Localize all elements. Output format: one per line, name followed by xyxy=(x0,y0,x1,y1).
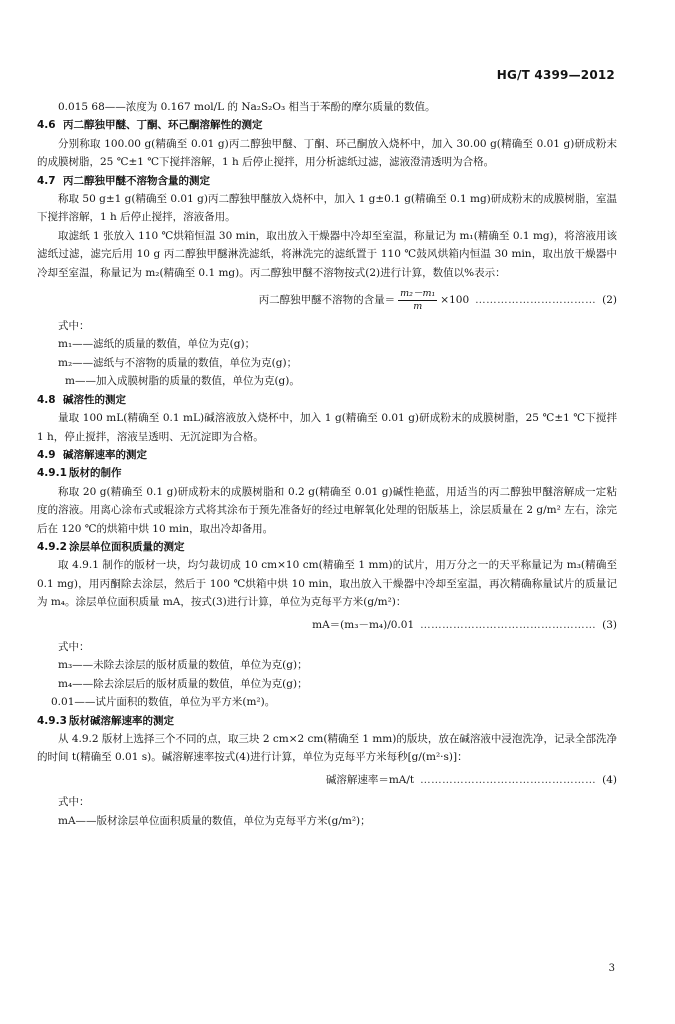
section-title: 涂层单位面积质量的测定 xyxy=(69,540,185,553)
section-4-8-heading xyxy=(37,391,617,409)
fraction-numerator: m₂－m₁ xyxy=(400,288,436,300)
standard-code-header: HG/T 4399—2012 xyxy=(496,68,615,82)
definition-m4: m₄——除去涂层后的版材质量的数值，单位为克(g)； xyxy=(58,677,308,690)
section-4-9-2-paragraph: 取 4.9.1 制作的版材一块，均匀裁切成 10 cm×10 cm(精确至 1 mm)的试片，用万分之一的天平称量记为 m₃(精确至 0.1 mg)，用丙酮除去涂层，然后于 100 ℃烘箱中烘 10 min，取出放入干燥器中冷却至室温，再次精确称量试片的质量记为 m₄。涂层单位面积质量 mA，按式(3)进行计算，单位为克每平方米(g/m²)： xyxy=(37,559,617,609)
formula-3 xyxy=(37,616,617,634)
section-4-6-heading xyxy=(37,116,617,134)
section-title: 碱溶性的测定 xyxy=(63,393,126,406)
definition-area: 0.01——试片面积的数值，单位为平方米(m²)。 xyxy=(51,696,276,709)
page-number: 3 xyxy=(608,963,615,974)
section-4-8-paragraph: 量取 100 mL(精确至 0.1 mL)碱溶液放入烧杯中，加入 1 g(精确至 0.01 g)研成粉末的成膜树脂，25 ℃±1 ℃下搅拌 1 h，停止搅拌，溶液呈透明、无沉淀即为合格。 xyxy=(37,412,617,443)
formula-2-tail: ×100 xyxy=(440,294,470,307)
section-4-9-heading xyxy=(37,446,617,464)
section-number: 4.9.3 xyxy=(37,714,67,727)
definition-mA: mA——版材涂层单位面积质量的数值，单位为克每平方米(g/m²)； xyxy=(58,814,371,827)
section-title: 版材碱溶解速率的测定 xyxy=(69,714,174,727)
section-number: 4.9.1 xyxy=(37,467,67,480)
formula-2-leader-dots: …………………………… xyxy=(475,294,597,307)
formula-4-leader-dots: ………………………………………… xyxy=(420,773,597,786)
document-body xyxy=(37,98,617,830)
section-4-7-heading xyxy=(37,172,617,190)
section-title: 丙二醇独甲醚不溶物含量的测定 xyxy=(63,174,210,187)
fraction-denominator: m xyxy=(413,301,423,313)
section-4-9-1-heading xyxy=(37,464,617,482)
where-label: 式中： xyxy=(58,640,90,653)
section-title: 版材的制作 xyxy=(69,467,122,480)
section-number: 4.6 xyxy=(37,119,56,132)
formula-3-expression: mA＝(m₃－m₄)/0.01 xyxy=(312,618,415,631)
section-number: 4.7 xyxy=(37,174,56,187)
definition-m: m——加入成膜树脂的质量的数值，单位为克(g)。 xyxy=(65,375,300,388)
section-title: 丙二醇独甲醚、丁酮、环己酮溶解性的测定 xyxy=(63,119,263,132)
section-title: 碱溶解速率的测定 xyxy=(63,448,147,461)
section-4-6-paragraph: 分别称取 100.00 g(精确至 0.01 g)丙二醇独甲醚、丁酮、环己酮放入烧杯中，加入 30.00 g(精确至 0.01 g)研成粉末的成膜树脂，25 ℃±1 ℃下搅拌溶解，1 h 后停止搅拌，用分析滤纸过滤，滤液澄清透明为合格。 xyxy=(37,137,617,169)
formula-3-equation-number: (3) xyxy=(602,618,617,631)
formula-2 xyxy=(37,288,617,313)
intro-definition-line: 0.015 68——浓度为 0.167 mol/L 的 Na₂S₂O₃ 相当于苯酚的摩尔质量的数值。 xyxy=(58,101,436,113)
section-4-9-1-paragraph: 称取 20 g(精确至 0.1 g)研成粉末的成膜树脂和 0.2 g(精确至 0.01 g)碱性艳蓝，用适当的丙二醇独甲醚溶解成一定粘度的溶液。用离心涂布式或辊涂方式将其涂布于预先准备好的经过电解氧化处理的铝版基上，涂层质量在 2 g/m² 左右，涂完后在 120 ℃的烘箱中烘 10 min，取出冷却备用。 xyxy=(37,485,617,535)
section-4-9-3-paragraph: 从 4.9.2 版材上选择三个不同的点，取三块 2 cm×2 cm(精确至 1 mm)的版块，放在碱溶液中浸泡洗净，记录全部洗净的时间 t(精确至 0.01 s)。碱溶解速率按式(4)进行计算，单位为克每平方米每秒[g/(m²·s)]： xyxy=(37,733,617,764)
formula-4-expression: 碱溶解速率＝mA/t xyxy=(325,773,415,786)
section-4-9-2-heading xyxy=(37,538,617,556)
definition-m2: m₂——滤纸与不溶物的质量的数值，单位为克(g)； xyxy=(58,356,298,369)
formula-3-leader-dots: ………………………………………… xyxy=(420,618,597,631)
section-4-7-paragraph-1: 称取 50 g±1 g(精确至 0.01 g)丙二醇独甲醚放入烧杯中，加入 1 g±0.1 g(精确至 0.1 mg)研成粉末的成膜树脂，室温下搅拌溶解，1 h 后停止搅拌，溶液备用。 xyxy=(37,193,617,224)
formula-2-equation-number: (2) xyxy=(602,294,617,307)
section-number: 4.9.2 xyxy=(37,540,67,553)
section-4-9-3-heading xyxy=(37,712,617,730)
where-label: 式中： xyxy=(58,320,90,333)
formula-2-fraction xyxy=(398,288,437,313)
formula-2-lead: 丙二醇独甲醚不溶物的含量＝ xyxy=(258,294,396,307)
section-number: 4.9 xyxy=(37,448,56,461)
where-label: 式中： xyxy=(58,796,90,809)
definition-m1: m₁——滤纸的质量的数值，单位为克(g)； xyxy=(58,338,256,351)
definition-m3: m₃——未除去涂层的版材质量的数值，单位为克(g)； xyxy=(58,659,308,672)
formula-4 xyxy=(37,771,617,789)
section-number: 4.8 xyxy=(37,393,56,406)
section-4-7-paragraph-2: 取滤纸 1 张放入 110 ℃烘箱恒温 30 min，取出放入干燥器中冷却至室温，称量记为 m₁(精确至 0.1 mg)，将溶液用该滤纸过滤，滤完后用 10 g 丙二醇独甲醚淋洗滤纸，将淋洗完的滤纸置于 110 ℃鼓风烘箱内恒温 30 min，取出放干燥器中冷却至室温，称量记为 m₂(精确至 0.1 mg)。丙二醇独甲醚不溶物按式(2)进行计算，数值以%表示： xyxy=(37,229,617,279)
formula-4-equation-number: (4) xyxy=(602,773,617,786)
